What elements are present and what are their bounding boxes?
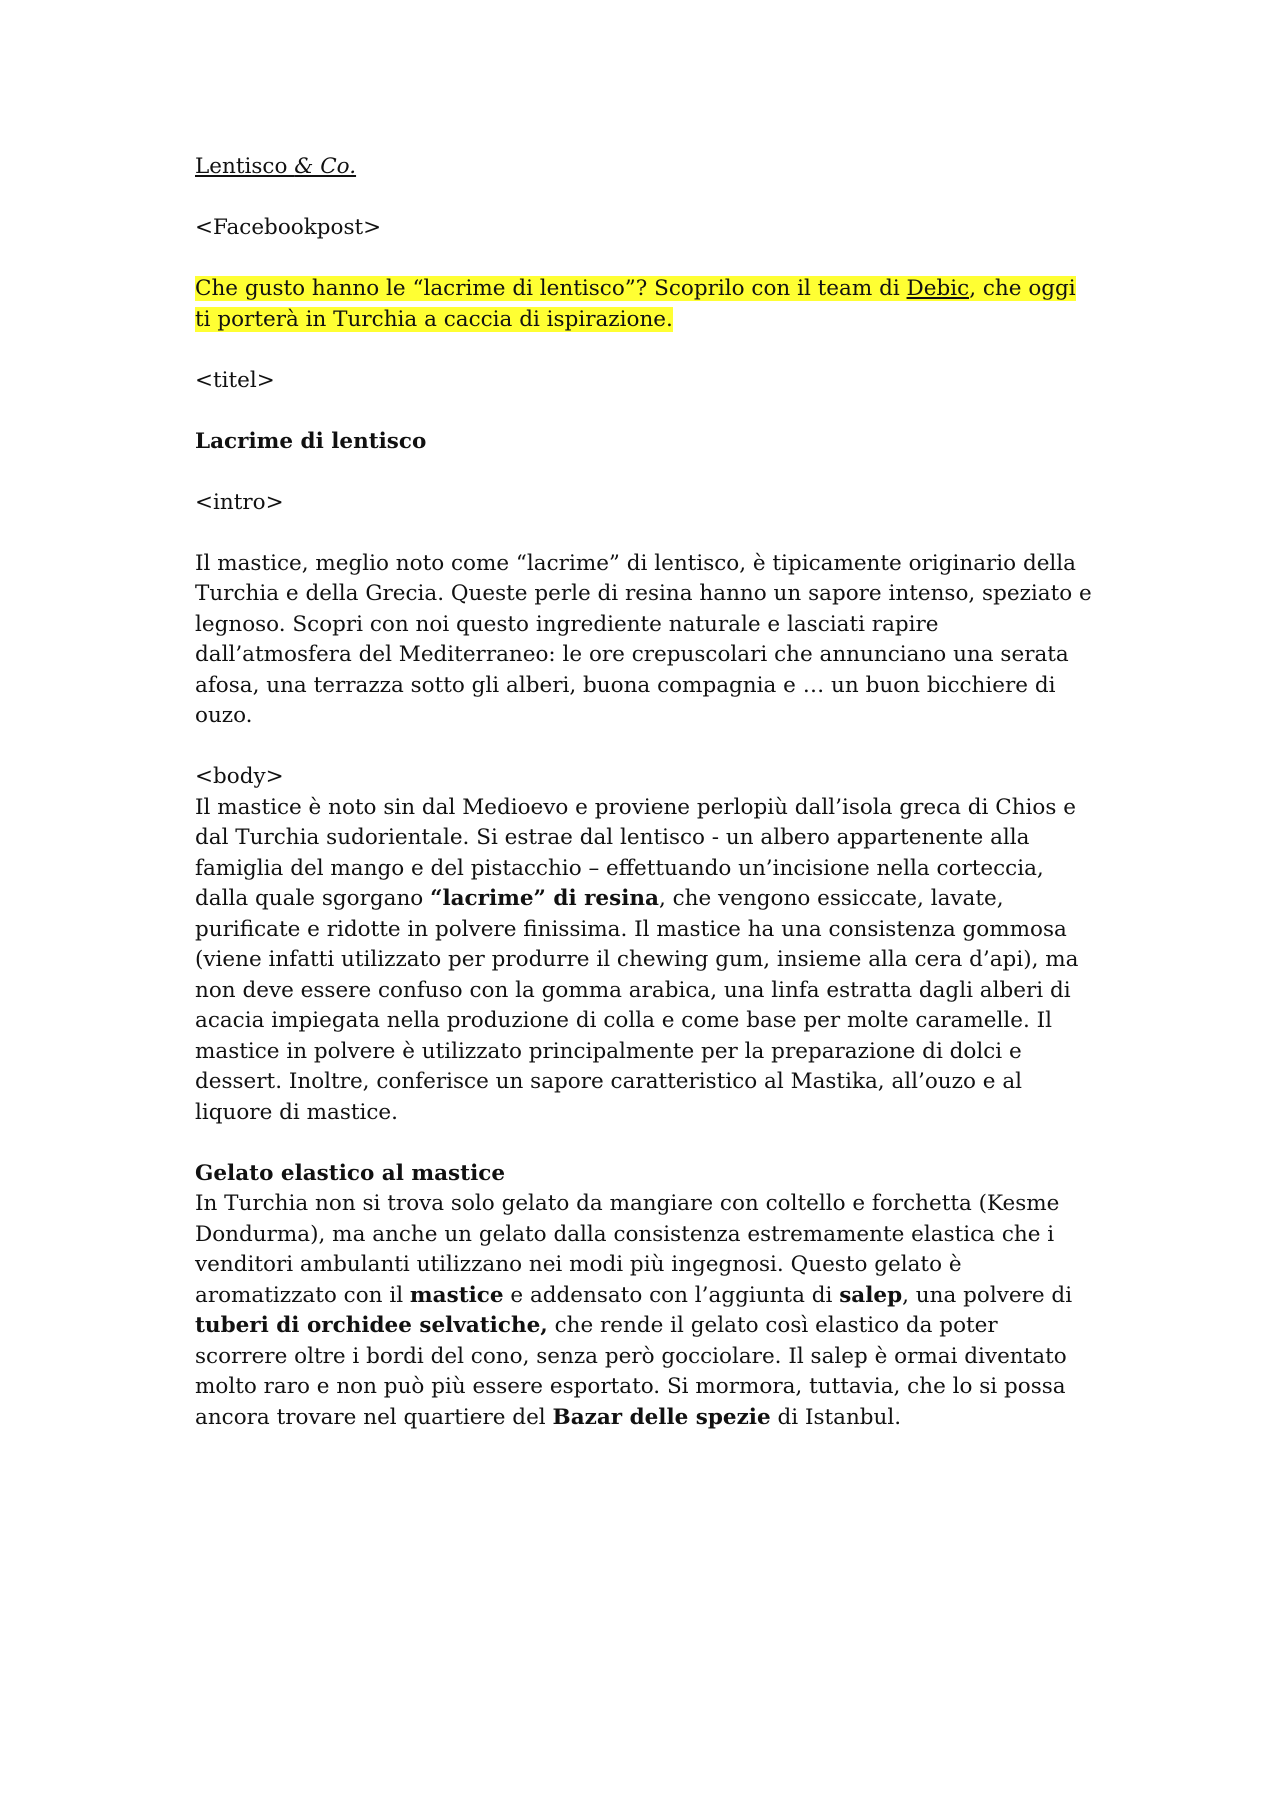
facebook-post-text (195, 274, 1095, 335)
section-bold-salep: salep (839, 1282, 903, 1308)
debic-link[interactable]: Debic (906, 276, 970, 301)
body-text-start: Il mastice è noto sin dal Medioevo e proviene perlopiù dall’isola greca di Chios e dal Turchia sudorientale. Si estrae dal lentisco - un albero appartenente alla famiglia del mango e del pistacchio – effettuando un’incisione nella corteccia, dalla quale sgorgano (195, 794, 1076, 911)
body-paragraph (195, 793, 1095, 1129)
header-brand: Lentisco (195, 154, 295, 179)
header-brand-suffix: & Co. (294, 154, 357, 179)
body-bold-lacrime: “lacrime” di resina (430, 886, 659, 911)
section-text-3: , una polvere di (902, 1282, 1073, 1308)
section-text-4: che rende il gelato così elastico da poter scorrere oltre i bordi del cono, senza però gocciolare. Il salep è ormai diventato molto raro e non può più essere esportato. Si mormora, tuttavia, che lo si possa ancora trovare nel quartiere del (195, 1313, 1067, 1430)
section-bold-bazar: Bazar delle spezie (552, 1404, 771, 1430)
tag-titel: <titel> (195, 367, 275, 393)
tag-body: <body> (195, 764, 284, 789)
section-text-1: In Turchia non si trova solo gelato da mangiare con coltello e forchetta (Kesme Dondurma), ma anche un gelato dalla consistenza estremamente elastica che i venditori ambulanti utilizzano nei modi più ingegnosi. Questo gelato è aromatizzato con il (195, 1191, 1060, 1308)
section-text-2: e addensato con l’aggiunta di (503, 1282, 840, 1308)
document-page (195, 152, 1095, 1464)
tag-intro: <intro> (195, 489, 284, 515)
tag-facebookpost: <Facebookpost> (195, 215, 382, 240)
intro-paragraph: Il mastice, meglio noto come “lacrime” di lentisco, è tipicamente originario della Turchia e della Grecia. Queste perle di resina hanno un sapore intenso, speziato e legnoso. Scopri con noi questo ingrediente naturale e lasciati rapire dall’atmosfera del Mediterraneo: le ore crepuscolari che annunciano una serata afosa, una terrazza sotto gli alberi, buona compagnia e … un buon bicchiere di ouzo. (195, 550, 1092, 728)
section-paragraph (195, 1189, 1095, 1433)
document-title: Lacrime di lentisco (195, 428, 427, 454)
highlight-text-end: , che oggi ti porterà in Turchia a caccia di ispirazione. (195, 276, 1076, 332)
highlight-text-start: Che gusto hanno le “lacrime di lentisco”? Scoprilo con il team di (195, 276, 907, 301)
section-bold-mastice: mastice (409, 1282, 504, 1308)
body-text-end: , che vengono essiccate, lavate, purificate e ridotte in polvere finissima. Il mastice ha una consistenza gommosa (viene infatti utilizzato per produrre il chewing gum, insieme alla cera d’api), ma non deve essere confuso con la gomma arabica, una linfa estratta dagli alberi di acacia impiegata nella produzione di colla e come base per molte caramelle. Il mastice in polvere è utilizzato principalmente per la preparazione di dolci e dessert. Inoltre, conferisce un sapore caratteristico al Mastika, all’ouzo e al liquore di mastice. (195, 886, 1079, 1125)
document-header (195, 152, 1095, 183)
section-heading: Gelato elastico al mastice (195, 1160, 506, 1186)
section-text-5: di Istanbul. (770, 1404, 902, 1430)
section-bold-tuberi: tuberi di orchidee selvatiche, (195, 1313, 548, 1338)
